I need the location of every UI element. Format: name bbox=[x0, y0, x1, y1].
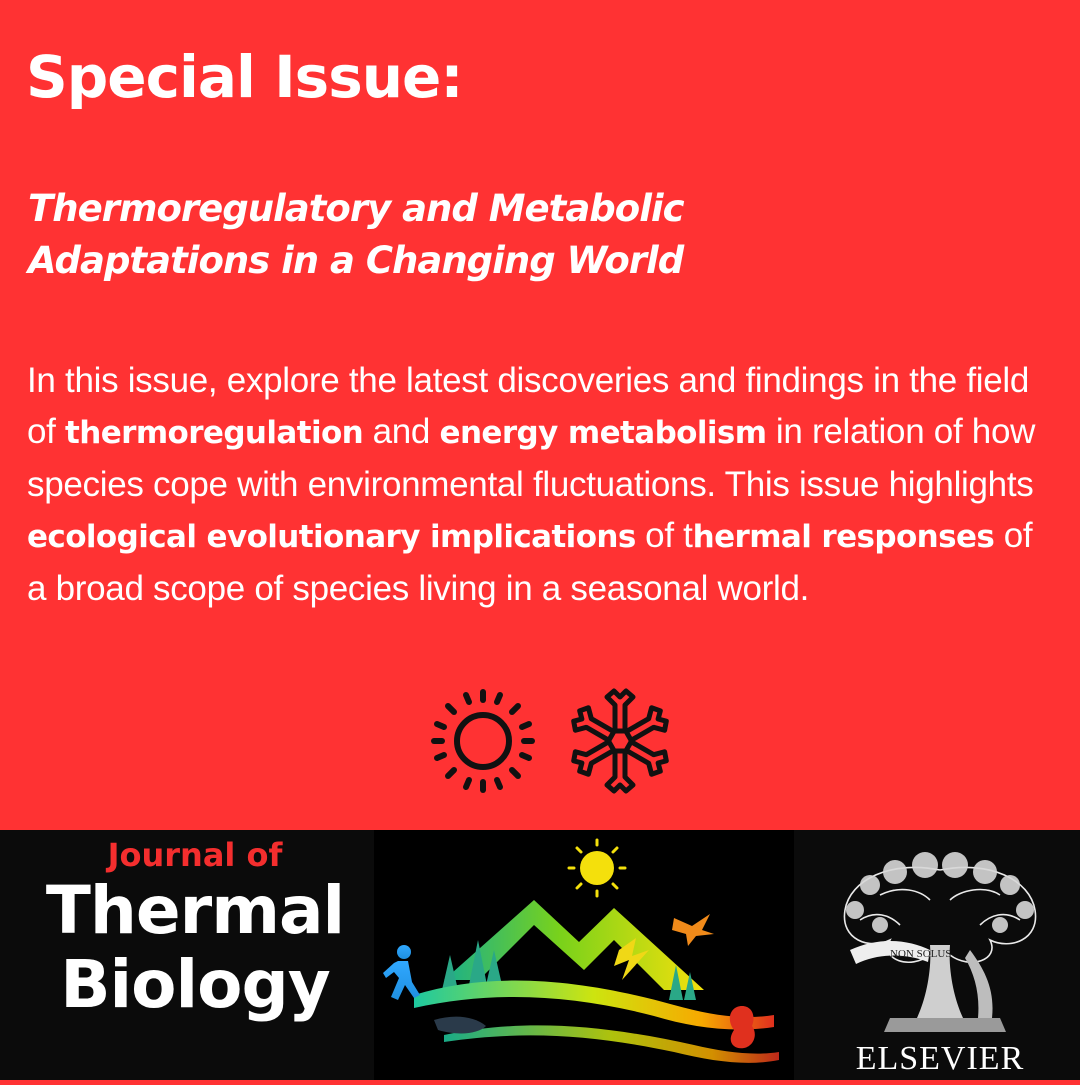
bird-icon bbox=[672, 914, 714, 946]
desc-bold-ecological: ecological evolutionary implications bbox=[27, 519, 636, 555]
weather-icons bbox=[428, 684, 678, 799]
desc-text-4: of t bbox=[635, 516, 693, 555]
desc-text-2: and bbox=[363, 412, 440, 451]
squirrel-icon bbox=[730, 1006, 755, 1048]
desc-text-5: of a broad scope of species living in a seasonal world. bbox=[27, 516, 1033, 608]
sun-glyph-icon bbox=[569, 840, 625, 896]
elsevier-motto: NON SOLUS bbox=[890, 948, 952, 960]
thermal-landscape-art bbox=[374, 830, 794, 1080]
subtitle-line-1: Thermoregulatory and Metabolic bbox=[28, 187, 684, 230]
elsevier-tree-icon bbox=[820, 840, 1060, 1040]
sun-icon bbox=[434, 692, 532, 790]
desc-text-1: In this issue, explore the latest discoveries and findings in the field of bbox=[27, 361, 1030, 451]
journal-name-thermal: Thermal bbox=[45, 872, 345, 949]
landscape-illustration bbox=[374, 830, 794, 1080]
issue-description bbox=[27, 355, 1057, 614]
desc-bold-thermal-responses: hermal responses bbox=[692, 519, 995, 555]
desc-bold-thermoregulation: thermoregulation bbox=[65, 415, 364, 451]
snowflake-icon bbox=[570, 691, 670, 791]
elsevier-logo bbox=[820, 840, 1060, 1075]
issue-subtitle bbox=[28, 183, 684, 287]
footer-band bbox=[0, 830, 1080, 1080]
subtitle-line-2: Adaptations in a Changing World bbox=[28, 239, 684, 282]
desc-text-3: in relation of how species cope with environmental fluctuations. This issue highlights bbox=[27, 412, 1036, 504]
desc-bold-energy-metabolism: energy metabolism bbox=[439, 415, 767, 451]
runner-icon bbox=[383, 945, 420, 1000]
journal-of-label: Journal of bbox=[107, 836, 283, 874]
page-title: Special Issue: bbox=[26, 43, 463, 111]
elsevier-wordmark: ELSEVIER bbox=[855, 1040, 1025, 1077]
journal-name-biology: Biology bbox=[60, 946, 330, 1023]
